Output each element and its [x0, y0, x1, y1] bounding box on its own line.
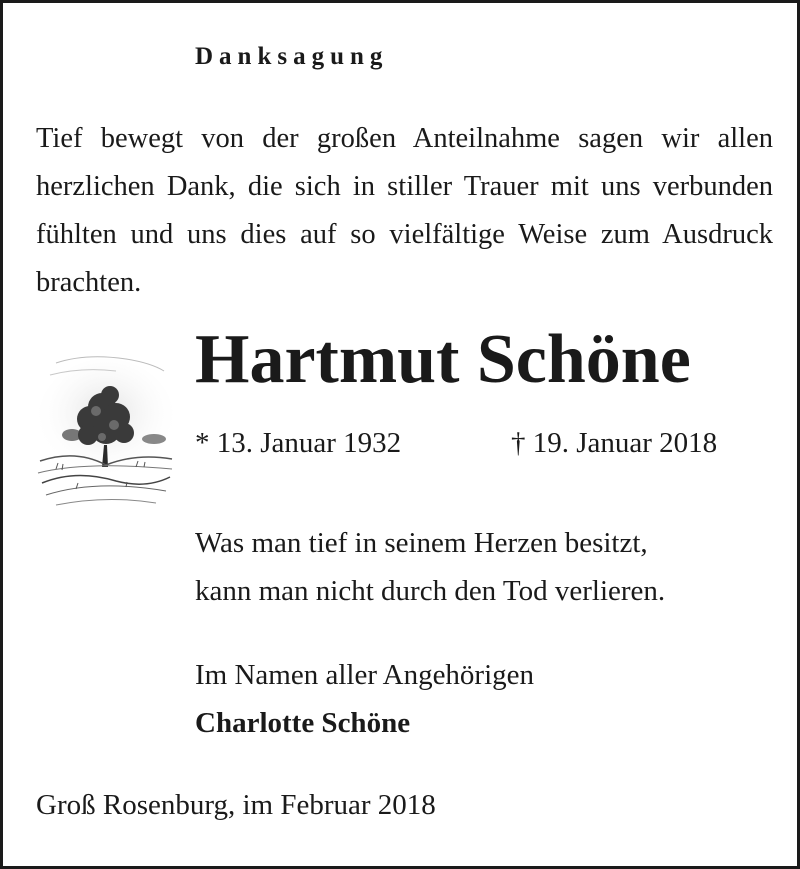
death-date: † 19. Januar 2018 — [511, 427, 718, 459]
heading: Danksagung — [195, 43, 389, 70]
family-line: Im Namen aller Angehörigen — [195, 659, 535, 691]
intro-text: Tief bewegt von der großen Anteilnahme sagen wir allen herzlichen Dank, die sich in stiller Trauer mit uns verbunden fühlten und uns dies auf so vielfältige Weise zum Ausdruck brachten. — [36, 123, 773, 298]
quote-line: Was man tief in seinem Herzen besitzt, — [195, 527, 648, 559]
memorial-quote — [195, 519, 665, 615]
signer-name: Charlotte Schöne — [195, 707, 411, 739]
place-date: Groß Rosenburg, im Februar 2018 — [36, 789, 436, 821]
family-signature — [195, 651, 534, 747]
quote-line: kann man nicht durch den Tod verlieren. — [195, 575, 666, 607]
birth-date: * 13. Januar 1932 — [195, 427, 402, 459]
tree-landscape-icon — [36, 349, 176, 514]
deceased-name: Hartmut Schöne — [195, 321, 691, 398]
